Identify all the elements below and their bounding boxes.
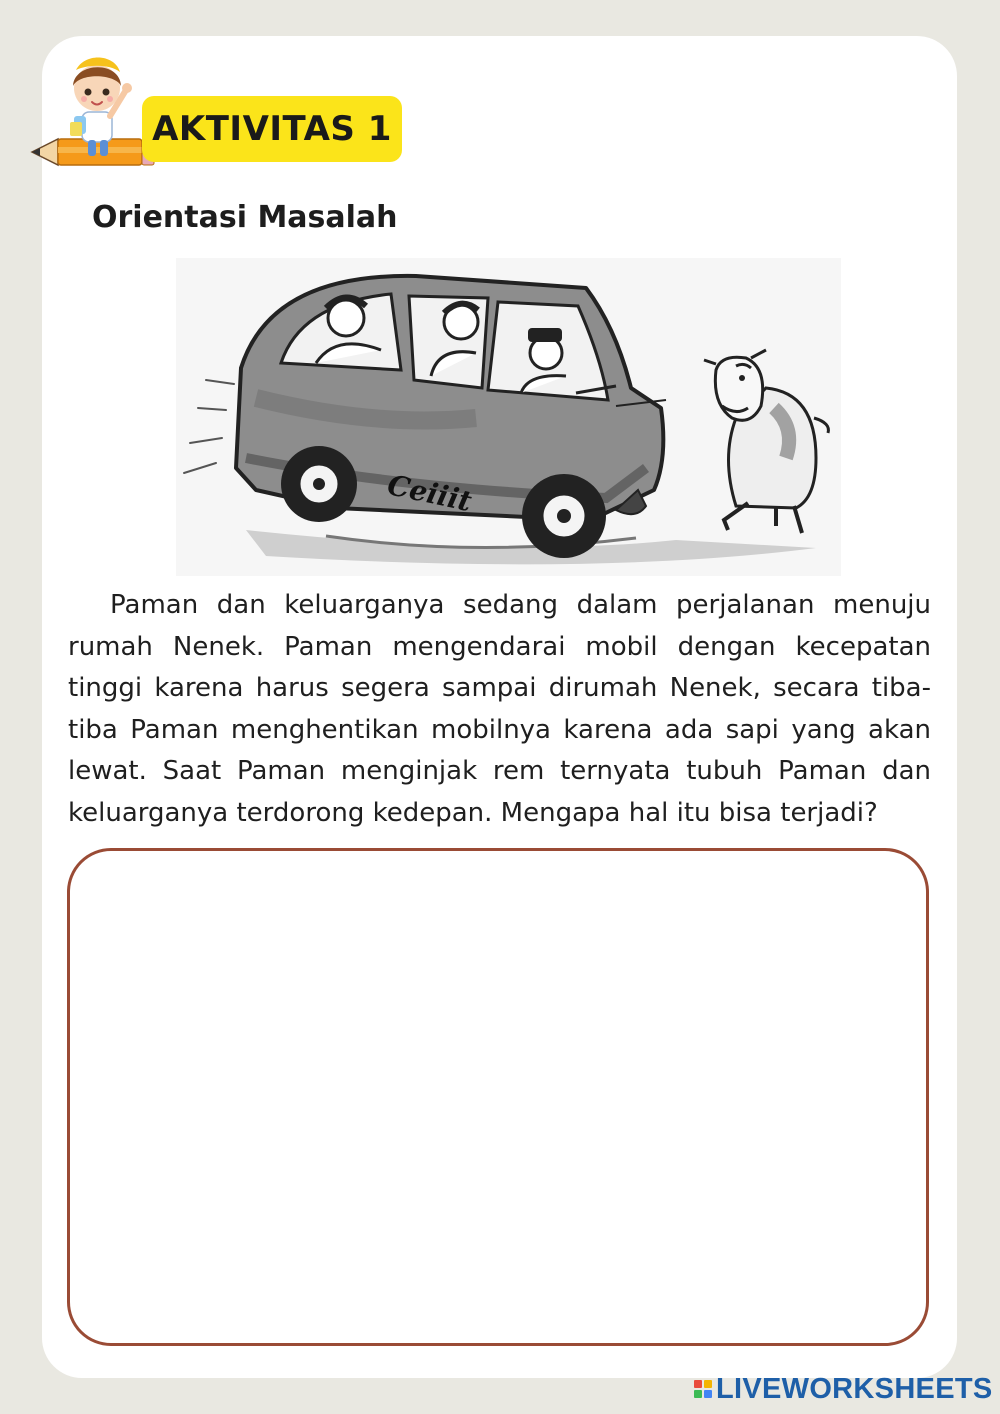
story-paragraph: Paman dan keluarganya sedang dalam perjalanan menuju rumah Nenek. Paman mengendarai mobil dengan kecepatan tinggi karena harus segera sampai dirumah Nenek, secara tiba-tiba Paman menghentikan mobilnya karena ada sapi yang akan lewat. Saat Paman menginjak rem ternyata tubuh Paman dan keluarganya terdorong kedepan. Mengapa hal itu bisa terjadi? <box>68 590 931 828</box>
liveworksheets-brand <box>694 1374 993 1404</box>
section-heading: Orientasi Masalah <box>92 200 398 235</box>
kid-on-pencil-mascot <box>30 42 160 167</box>
car-sound-text: Ceiiit <box>384 468 475 519</box>
car-braking-cow-illustration <box>176 258 841 576</box>
liveworksheets-logo-icon <box>694 1380 712 1398</box>
answer-input[interactable] <box>67 848 929 1346</box>
brand-name: LIVEWORKSHEETS <box>716 1372 993 1405</box>
activity-title: AKTIVITAS 1 <box>142 96 402 162</box>
